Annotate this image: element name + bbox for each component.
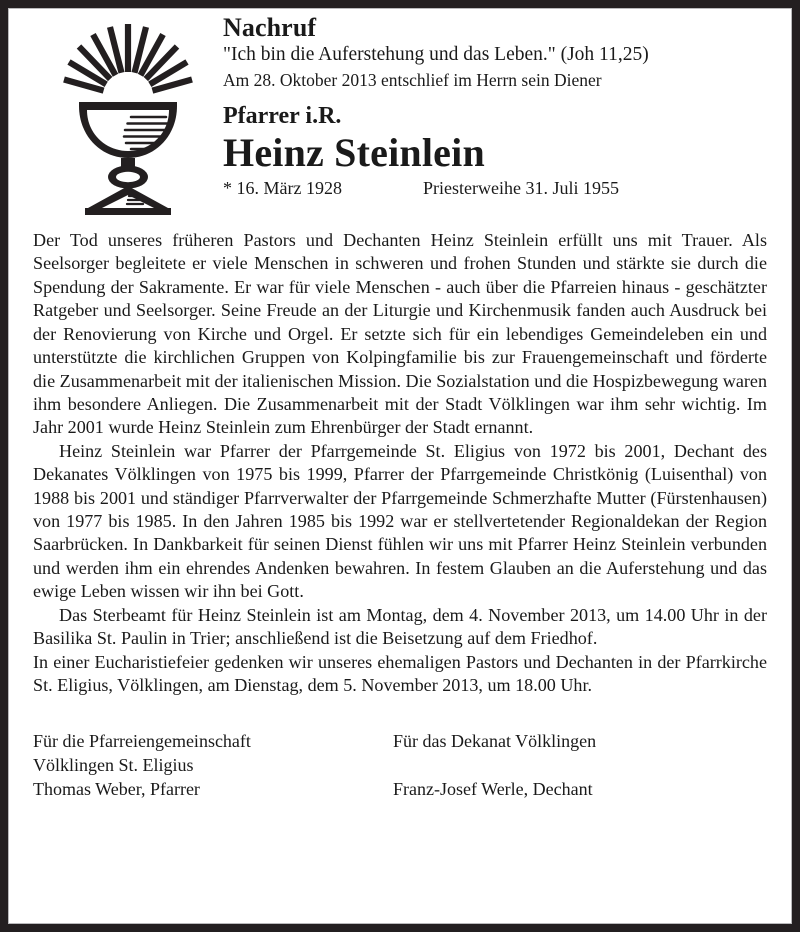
clerical-rank: Pfarrer i.R. bbox=[223, 102, 342, 129]
signature-column-deanery bbox=[393, 730, 753, 802]
notice-content bbox=[8, 8, 792, 924]
page-title: Nachruf bbox=[223, 13, 317, 42]
life-dates bbox=[223, 178, 767, 200]
ordination-date: Priesterweihe 31. Juli 1955 bbox=[423, 178, 619, 199]
body-paragraph: Der Tod unseres früheren Pastors und Dechanten Heinz Steinlein erfüllt uns mit Trauer. Als Seelsorger begleitete er viele Menschen in schweren und frohen Stunden und stärkte sie durch die Spendung der Sakramente. Er war für viele Menschen - auch über die Pfarreien hinaus - geschätzter Ratgeber und Seelsorger. Seine Freude an der Liturgie und Kirchenmusik fanden auch Ausdruck bei der Renovierung von Kirche und Orgel. Er setzte sich für ein lebendiges Gemeindeleben ein und unterstützte die kirchlichen Gruppen von Kolpingfamilie bis zur Frauengemeinschaft und förderte die Zusammenarbeit mit der italienischen Mission. Die Sozialstation und die Hospizbewegung waren ihm besondere Anliegen. Die Zusammenarbeit mit der Stadt Völklingen war ihm sehr wichtig. Im Jahr 2001 wurde Heinz Steinlein zum Ehrenbürger der Stadt ernannt. bbox=[33, 230, 767, 438]
signature-name: Franz-Josef Werle, Dechant bbox=[393, 779, 593, 800]
signature-line: Für das Dekanat Völklingen bbox=[393, 731, 597, 752]
chalice-with-rays-icon bbox=[33, 12, 223, 216]
signature-line: Für die Pfarreiengemeinschaft bbox=[33, 731, 251, 752]
body-paragraph: Das Sterbeamt für Heinz Steinlein ist am Montag, dem 4. November 2013, um 14.00 Uhr in der Basilika St. Paulin in Trier; anschließend ist die Beisetzung auf dem Friedhof. bbox=[33, 604, 767, 649]
scripture-quote: "Ich bin die Auferstehung und das Leben." (Joh 11,25) bbox=[223, 44, 649, 66]
header-text-block bbox=[223, 12, 767, 200]
body-paragraph: Heinz Steinlein war Pfarrer der Pfarrgemeinde St. Eligius von 1972 bis 2001, Dechant des Dekanates Völklingen von 1975 bis 1999, Pfarrer der Pfarrgemeinde Christkönig (Luisenthal) von 1988 bis 2001 und ständiger Pfarrverwalter der Pfarrgemeinde Schmerzhafte Mutter (Fürstenhausen) von 1977 bis 1985. In den Jahren 1985 bis 1992 war er stellvertetender Regionaldekan der Region Saarbrücken. In Dankbarkeit für seinen Dienst fühlen wir uns mit Pfarrer Heinz Steinlein verbunden und werden ihm ein ehrendes Andenken bewahren. In festem Glauben an die Auferstehung und das ewige Leben wissen wir ihn bei Gott. bbox=[33, 440, 767, 602]
signature-line: Völklingen St. Eligius bbox=[33, 755, 194, 776]
signature-name: Thomas Weber, Pfarrer bbox=[33, 779, 200, 800]
signature-block bbox=[33, 730, 767, 802]
body-paragraph: In einer Eucharistiefeier gedenken wir unseres ehemaligen Pastors und Dechanten in der Pfarrkirche St. Eligius, Völklingen, am Dienstag, dem 5. November 2013, um 18.00 Uhr. bbox=[33, 651, 767, 696]
death-announcement: Am 28. Oktober 2013 entschlief im Herrn sein Diener bbox=[223, 70, 602, 91]
masthead bbox=[33, 8, 767, 216]
obituary-body bbox=[33, 229, 767, 697]
birth-date: * 16. März 1928 bbox=[223, 178, 342, 199]
deceased-name: Heinz Steinlein bbox=[223, 130, 485, 176]
signature-column-parish bbox=[33, 730, 393, 802]
